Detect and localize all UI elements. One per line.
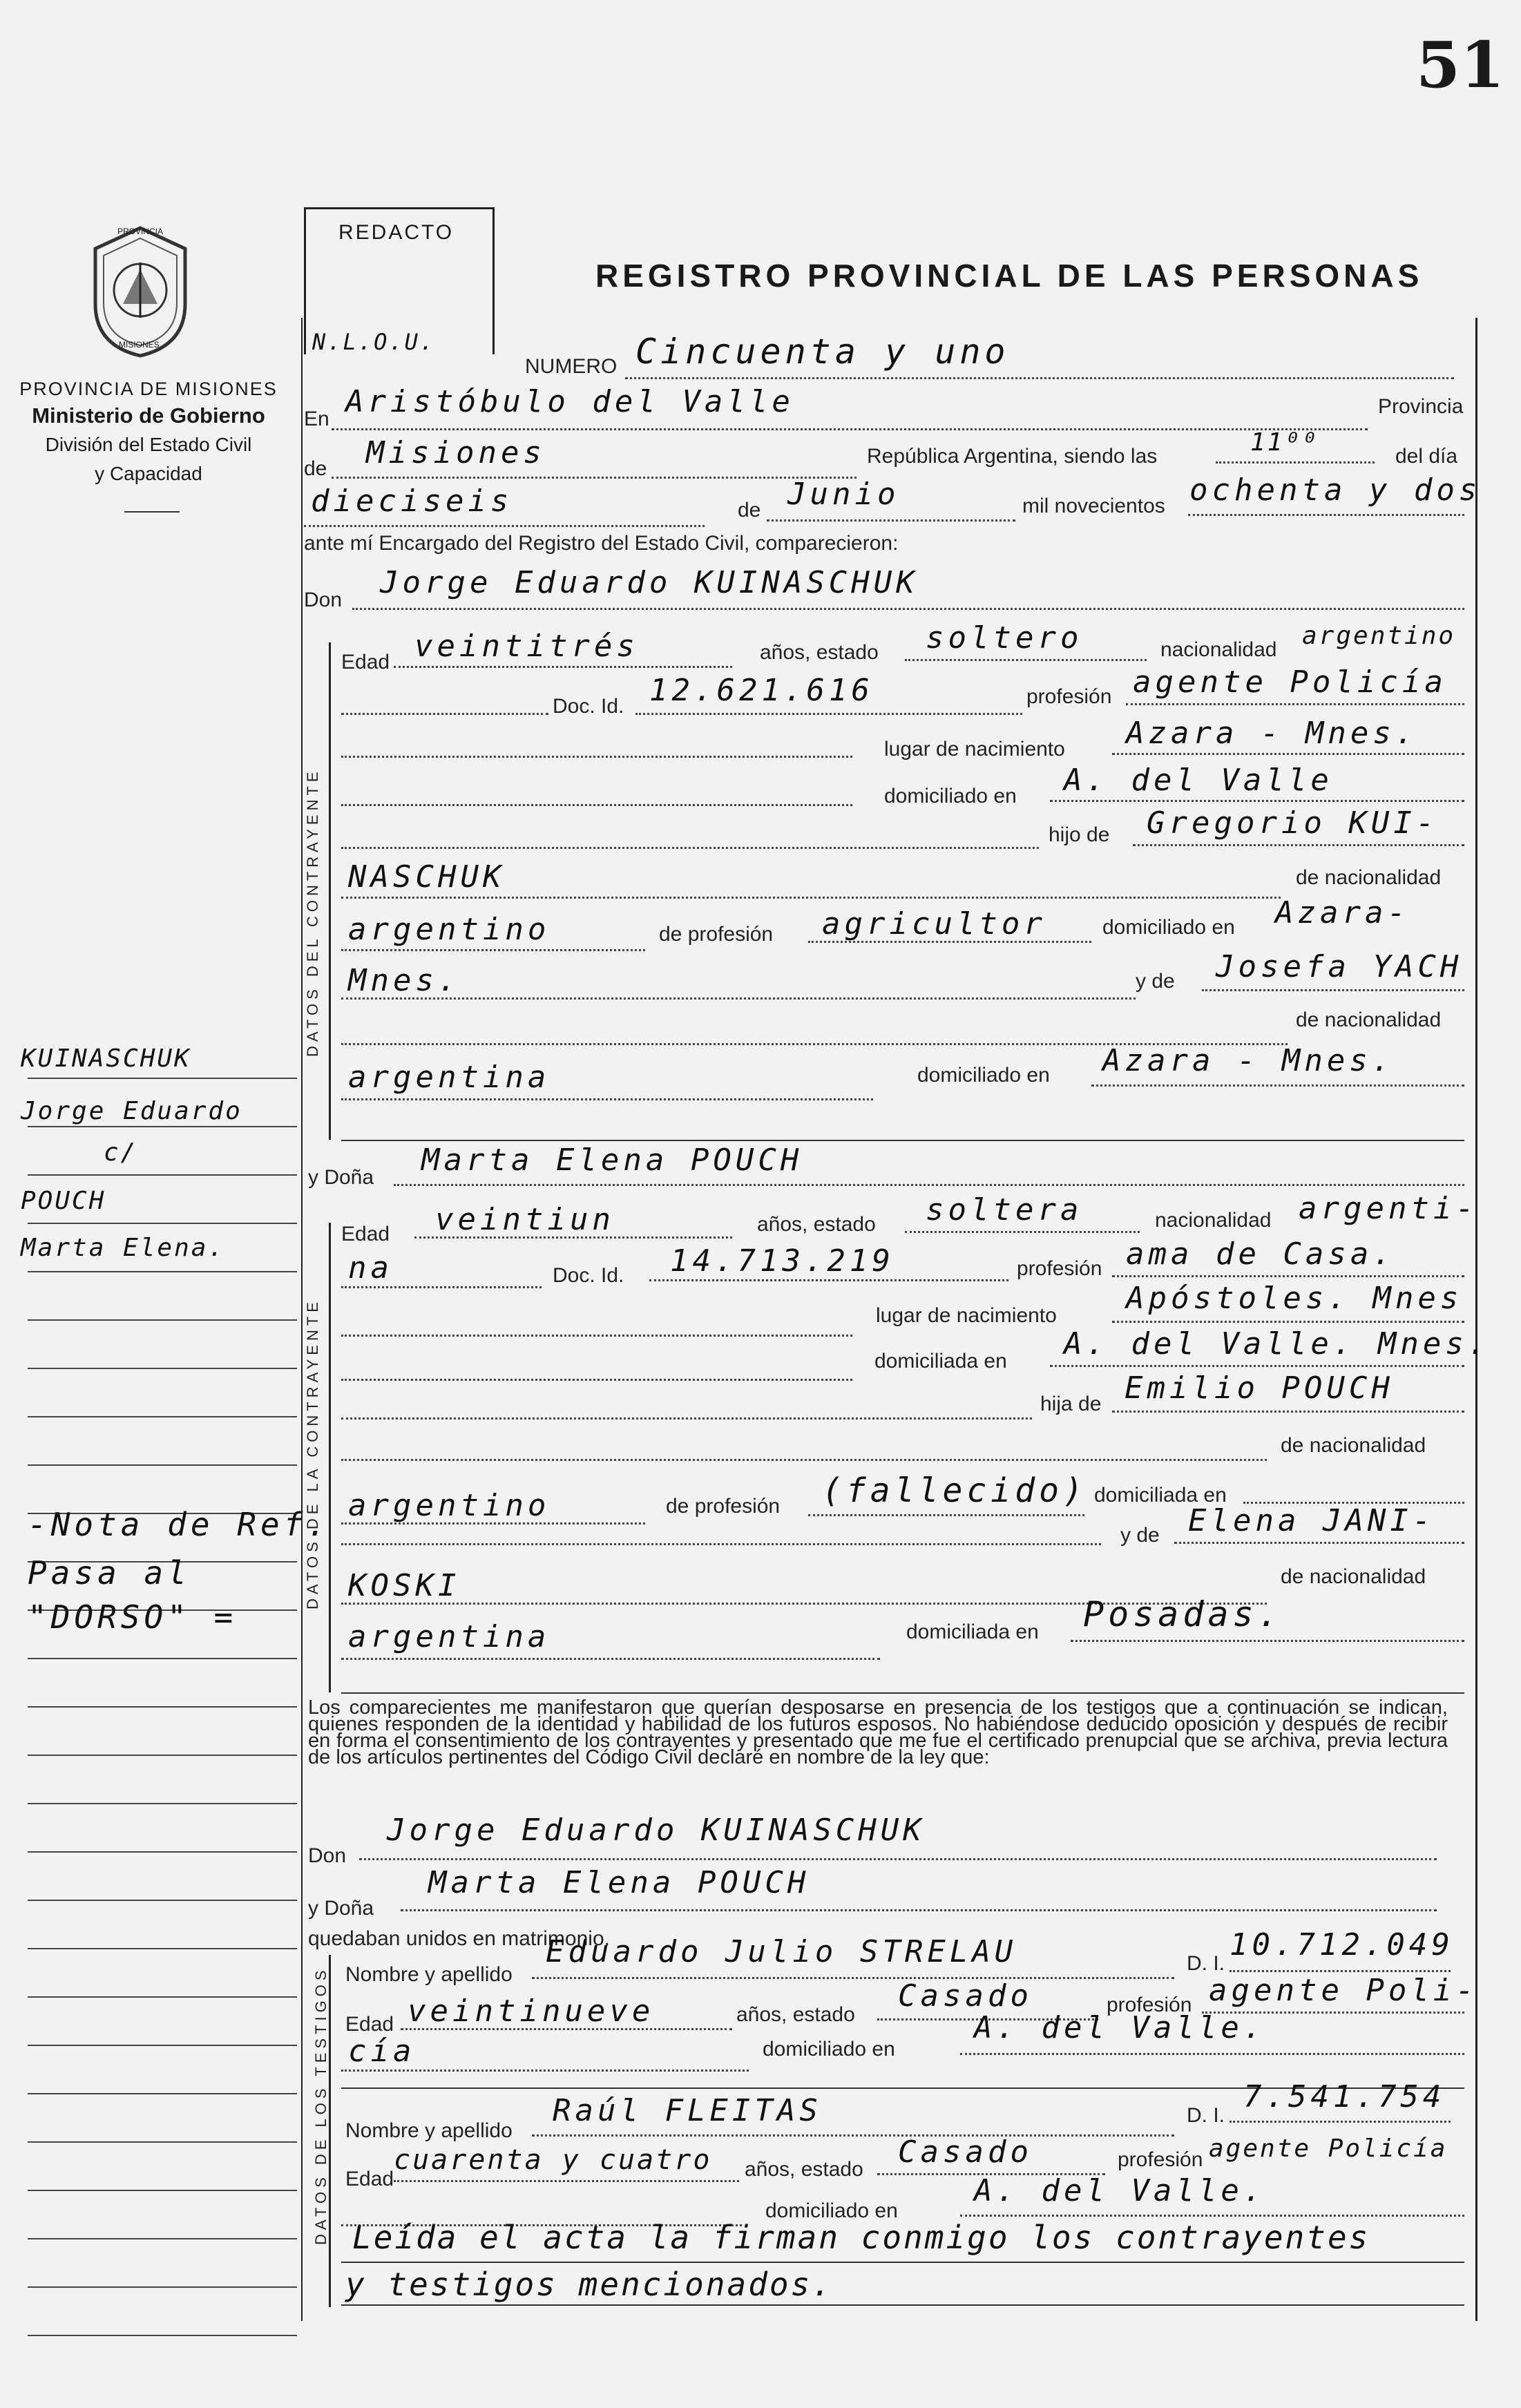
c1-padre-nac-dots	[341, 949, 645, 951]
t2-edad-dots	[394, 2180, 739, 2182]
sidebar-rule-line	[28, 1271, 297, 1272]
sidebar-rule-line	[28, 1078, 297, 1079]
hora-value: 11⁰⁰	[1250, 428, 1319, 457]
c1-padre-prof-label: de profesión	[659, 923, 774, 946]
c1-madre-nac-dots	[341, 1098, 873, 1100]
sidebar-rule-line	[28, 1900, 297, 1901]
t2-anos-label: años, estado	[745, 2158, 863, 2181]
margin-note-name: Jorge Eduardo	[21, 1097, 242, 1125]
c2-edad-value: veintiun	[435, 1202, 615, 1237]
decl-don-value: Jorge Eduardo KUINASCHUK	[387, 1813, 926, 1848]
t2-estado-value: Casado	[898, 2134, 1033, 2170]
sidebar-rule-line	[28, 1223, 297, 1224]
c2-padre-prof-label: de profesión	[666, 1495, 781, 1518]
decl-dona-label: y Doña	[308, 1897, 374, 1920]
t1-anos-label: años, estado	[736, 2003, 855, 2026]
c2-padre-nac-value: argentino	[348, 1488, 551, 1523]
c2-madre-value-a: Elena JANI-	[1188, 1503, 1435, 1538]
c1-section-label: DATOS DEL CONTRAYENTE	[304, 767, 321, 1057]
c2-lugar-lead	[341, 1335, 852, 1337]
decl-don-label: Don	[308, 1844, 347, 1867]
c2-dom-value: A. del Valle. Mnes.	[1064, 1326, 1491, 1361]
sidebar-rule-line	[28, 1948, 297, 1949]
sidebar-rule-line	[28, 1996, 297, 1998]
t1-dom-label: domiciliado en	[763, 2038, 895, 2061]
sidebar-rule-line	[28, 1464, 297, 1466]
c2-prof-dots	[1112, 1275, 1464, 1277]
t1-prof-value-a: agente Poli-	[1209, 1973, 1478, 2008]
t1-nombre-label: Nombre y apellido	[345, 1963, 513, 1986]
margin-note-conj: c/	[104, 1138, 138, 1167]
t1-di-value: 10.712.049	[1230, 1927, 1454, 1962]
c2-hija-lead	[341, 1417, 1032, 1420]
closing-line-1: Leída el acta la firman conmigo los contrayentes	[352, 2219, 1370, 2256]
c2-prof-label: profesión	[1017, 1257, 1102, 1280]
c2-dom-lead	[341, 1379, 852, 1381]
hora-dots	[1216, 461, 1375, 464]
c2-lugar-dots	[1112, 1321, 1464, 1323]
c1-edad-dots	[394, 666, 732, 668]
c1-madre-dom-label: domiciliado en	[917, 1064, 1050, 1087]
sidebar-rule-line	[28, 2238, 297, 2239]
sidebar-rule-line	[28, 2335, 297, 2336]
c1-doc-dots	[635, 713, 1022, 715]
c1-close-line	[341, 1140, 1464, 1141]
en-label: En	[304, 408, 329, 430]
decl-quedaban: quedaban unidos en matrimonio.	[308, 1927, 610, 1950]
page-number: 51	[1416, 28, 1505, 102]
dia-value: dieciseis	[311, 484, 513, 519]
t1-prof-dots-b	[341, 2070, 749, 2072]
c1-lugar-lead	[341, 756, 852, 758]
c1-doc-lead	[341, 713, 548, 715]
page-title: REGISTRO PROVINCIAL DE LAS PERSONAS	[595, 258, 1424, 294]
sidebar-division-1: División del Estado Civil	[45, 434, 252, 455]
c2-y-de-lead	[341, 1543, 1101, 1545]
c2-padre-nac-dots	[341, 1522, 645, 1525]
c1-padre-dots-a	[1133, 844, 1464, 846]
sidebar-rule-line	[28, 2141, 297, 2143]
t1-dom-value: A. del Valle.	[974, 2010, 1266, 2045]
c1-padre-nac-value: argentino	[348, 912, 551, 947]
c1-padre-dom-dots-b	[341, 997, 1136, 1000]
c1-dom-dots	[1050, 800, 1464, 802]
sidebar-rule-line	[28, 1126, 297, 1127]
redacto-label: REDACTO	[338, 221, 455, 244]
sidebar-province: PROVINCIA DE MISIONES	[19, 379, 278, 399]
c1-padre-dots-b	[341, 897, 1281, 899]
c1-madre-value: Josefa YACH	[1216, 949, 1463, 984]
c2-estado-dots	[905, 1231, 1140, 1233]
de-dots	[332, 477, 857, 479]
c1-bracket	[329, 642, 331, 1140]
margin-note-surname-2: POUCH	[21, 1187, 106, 1215]
c1-prof-value: agente Policía	[1133, 665, 1447, 700]
c2-padre-dom-label: domiciliada en	[1094, 1484, 1227, 1507]
sidebar-rule-line	[28, 1803, 297, 1804]
t1-nombre-dots	[532, 1977, 1174, 1979]
sidebar-rule-line	[28, 1706, 297, 1708]
c1-doc-value: 12.621.616	[649, 673, 874, 708]
sidebar-rule-line	[28, 2093, 297, 2094]
c2-madre-value-b: KOSKI	[348, 1568, 461, 1603]
don-value: Jorge Eduardo KUINASCHUK	[380, 565, 919, 600]
en-dots	[332, 428, 1368, 430]
t1-dom-dots	[960, 2053, 1464, 2055]
c2-madre-nac-dots	[341, 1658, 880, 1660]
t1-edad-label: Edad	[345, 2013, 394, 2036]
main-right-border	[1475, 318, 1477, 2321]
c1-anos-label: años, estado	[760, 641, 879, 664]
c1-padre-prof-value: agricultor	[822, 906, 1046, 942]
c2-padre-value: Emilio POUCH	[1125, 1370, 1394, 1406]
c1-edad-label: Edad	[341, 651, 390, 673]
c1-padre-prof-dots	[808, 941, 1091, 943]
c2-edad-dots	[414, 1236, 732, 1239]
c2-doc-dots	[649, 1279, 1008, 1281]
c1-padre-nac-label: de nacionalidad	[1296, 866, 1442, 889]
sidebar-rule-line	[28, 1368, 297, 1369]
c1-doc-label: Doc. Id.	[553, 695, 624, 718]
mil-label: mil novecientos	[1022, 495, 1165, 517]
decl-dona-value: Marta Elena POUCH	[428, 1865, 810, 1900]
c1-prof-dots	[1126, 703, 1464, 705]
t1-nombre-value: Eduardo Julio STRELAU	[546, 1934, 1017, 1969]
ante-label: ante mí Encargado del Registro del Estado Civil, comparecieron:	[304, 532, 899, 555]
c2-padre-prof-dots	[808, 1514, 1084, 1516]
c2-padre-prof-value: (fallecido)	[822, 1471, 1087, 1510]
sidebar-rule-line	[28, 2190, 297, 2191]
de-label: de	[304, 457, 327, 480]
t1-edad-dots	[401, 2028, 732, 2030]
t1-estado-value: Casado	[898, 1978, 1033, 2014]
c2-bracket	[329, 1223, 331, 1692]
c1-dom-lead	[341, 804, 852, 806]
t2-nombre-value: Raúl FLEITAS	[553, 2093, 822, 2128]
provincia-label: Provincia	[1378, 395, 1464, 418]
c2-doc-label: Doc. Id.	[553, 1264, 624, 1287]
c2-nac-value-b: na	[348, 1250, 393, 1286]
c1-madre-nac-label: de nacionalidad	[1296, 1009, 1442, 1031]
t2-di-label: D. I.	[1187, 2104, 1225, 2127]
sidebar-rule-line	[28, 1658, 297, 1659]
c2-anos-label: años, estado	[757, 1213, 876, 1236]
t1-di-dots	[1230, 1970, 1451, 1972]
c1-padre-dom-label: domiciliado en	[1102, 916, 1235, 939]
province-seal-icon	[82, 221, 199, 359]
c2-dom-label: domiciliada en	[874, 1350, 1007, 1373]
c2-dom-dots	[1050, 1365, 1464, 1367]
testigos-section-label: DATOS DE LOS TESTIGOS	[312, 1966, 329, 2245]
numero-dots	[625, 377, 1454, 379]
c1-lugar-dots	[1112, 753, 1464, 755]
nota-line-3: "DORSO" =	[28, 1598, 238, 1636]
c2-madre-dots-a	[1174, 1542, 1464, 1544]
c2-nac-value-a: argenti-	[1299, 1191, 1478, 1226]
c1-padre-value-b: NASCHUK	[348, 859, 506, 895]
t2-prof-value: agente Policía	[1209, 2134, 1448, 2163]
dia-dots	[304, 525, 705, 527]
c2-padre-dots	[1112, 1411, 1464, 1413]
c2-close-line	[341, 1692, 1464, 1694]
c2-section-label: DATOS DE LA CONTRAYENTE	[304, 1298, 321, 1609]
nota-line-1: -Nota de Ref.	[28, 1506, 331, 1543]
margin-note-name-2: Marta Elena.	[21, 1234, 226, 1262]
c1-dom-label: domiciliado en	[884, 785, 1017, 808]
don-label: Don	[304, 589, 343, 611]
c2-madre-dom-dots	[1071, 1640, 1464, 1642]
c2-estado-value: soltera	[926, 1192, 1083, 1227]
c1-nac-value: argentino	[1302, 622, 1456, 650]
seal-text-top: PROVINCIA	[117, 227, 164, 236]
redacto-code: N.L.O.U.	[312, 329, 436, 355]
sidebar-rule-line	[28, 2286, 297, 2288]
sidebar-ministry: Ministerio de Gobierno	[32, 403, 265, 428]
don-dots	[352, 608, 1464, 610]
republica-label: República Argentina, siendo las	[867, 445, 1158, 468]
t2-prof-label: profesión	[1118, 2148, 1203, 2171]
del-dia-label: del día	[1395, 445, 1458, 468]
t1-prof-label: profesión	[1107, 1994, 1192, 2016]
c2-nac-label: nacionalidad	[1155, 1209, 1272, 1232]
t2-di-dots	[1230, 2121, 1451, 2123]
t2-dom-dots	[960, 2215, 1464, 2217]
c2-padre-nac-label: de nacionalidad	[1281, 1434, 1426, 1457]
c1-madre-dots	[1202, 989, 1464, 991]
c1-hijo-label: hijo de	[1049, 823, 1110, 846]
dona-value: Marta Elena POUCH	[421, 1143, 803, 1178]
c2-y-de-label: y de	[1120, 1524, 1160, 1547]
de2-label: de	[738, 499, 761, 522]
sidebar-rule	[124, 511, 180, 513]
sidebar-rule-line	[28, 1755, 297, 1756]
c1-madre-nac-value: argentina	[348, 1060, 551, 1095]
c1-y-de-label: y de	[1136, 970, 1175, 993]
c2-hija-label: hija de	[1040, 1393, 1102, 1415]
closing-line-2-rule	[341, 2304, 1464, 2306]
dona-label: y Doña	[308, 1166, 374, 1189]
c2-madre-nac-value: argentina	[348, 1619, 551, 1654]
closing-line-1-rule	[341, 2262, 1464, 2263]
c2-edad-label: Edad	[341, 1223, 390, 1245]
c1-lugar-label: lugar de nacimiento	[884, 738, 1065, 761]
c1-estado-dots	[905, 659, 1147, 661]
en-value: Aristóbulo del Valle	[345, 384, 794, 419]
anio-dots	[1188, 514, 1464, 516]
t2-nombre-label: Nombre y apellido	[345, 2119, 513, 2142]
c1-padre-dom-value-b: Mnes.	[348, 963, 461, 998]
c1-madre-dom-dots	[1091, 1084, 1464, 1087]
c2-padre-nac-lead	[341, 1459, 1267, 1461]
t1-edad-value: veintinueve	[408, 1994, 655, 2029]
nota-line-2: Pasa al	[28, 1554, 191, 1592]
c1-padre-value-a: Gregorio KUI-	[1147, 805, 1439, 841]
decl-don-dots	[359, 1858, 1437, 1860]
sidebar-rule-line	[28, 1851, 297, 1853]
t2-nombre-dots	[532, 2134, 1174, 2137]
t2-di-value: 7.541.754	[1243, 2079, 1446, 2114]
c2-doc-lead	[341, 1286, 542, 1288]
t1-di-label: D. I.	[1187, 1952, 1225, 1975]
t2-edad-value: cuarenta y cuatro	[394, 2144, 712, 2176]
sidebar-rule-line	[28, 1416, 297, 1417]
anio-value: ochenta y dos	[1189, 472, 1482, 508]
c2-madre-dom-value: Posadas.	[1083, 1594, 1283, 1634]
t1-prof-value-b: cía	[348, 2034, 416, 2069]
c1-hijo-lead	[341, 847, 1039, 849]
c2-prof-value: ama de Casa.	[1126, 1236, 1395, 1272]
numero-value: Cincuenta y uno	[635, 332, 1010, 372]
c1-madre-dom-value: Azara - Mnes.	[1102, 1043, 1395, 1078]
c1-lugar-value: Azara - Mnes.	[1126, 716, 1418, 751]
c1-padre-dom-value-a: Azara-	[1275, 895, 1410, 930]
declaration-paragraph: Los comparecientes me manifestaron que querían desposarse en presencia de los testigos que a continuación se indican, quienes responden de la identidad y habilidad de los futuros esposos. No habiéndose deducido oposición y después de recibir en forma el consentimiento de los contrayentes y presentado que me fue el certificado prenupcial que se archiva, previa lectura de los artículos pertinentes del Código Civil declaré en nombre de la ley que:	[308, 1697, 1448, 1768]
de-value: Misiones	[366, 435, 546, 470]
c1-nac-label: nacionalidad	[1160, 638, 1277, 661]
numero-label: NUMERO	[525, 355, 618, 378]
c2-madre-dom-label: domiciliada en	[906, 1621, 1039, 1643]
mes-value: Junio	[787, 477, 900, 512]
mes-dots	[767, 519, 1015, 522]
c1-estado-value: soltero	[926, 620, 1083, 656]
main-left-border	[301, 318, 303, 2321]
sidebar-division-2: y Capacidad	[95, 463, 202, 484]
seal-text-bottom: MISIONES	[119, 340, 160, 350]
dona-dots	[394, 1184, 1464, 1186]
c2-lugar-value: Apóstoles. Mnes	[1126, 1281, 1463, 1316]
c2-lugar-label: lugar de nacimiento	[876, 1304, 1057, 1327]
c2-madre-nac-label: de nacionalidad	[1281, 1565, 1426, 1588]
t2-edad-label: Edad	[345, 2168, 394, 2190]
t2-dom-value: A. del Valle.	[974, 2173, 1266, 2208]
c1-edad-value: veintitrés	[414, 629, 639, 664]
t2-dom-label: domiciliado en	[765, 2199, 898, 2222]
c1-prof-label: profesión	[1026, 685, 1112, 708]
margin-note-surname: KUINASCHUK	[21, 1044, 191, 1073]
c2-doc-value: 14.713.219	[670, 1243, 895, 1279]
closing-line-2: y testigos mencionados.	[345, 2266, 833, 2303]
sidebar-rule-line	[28, 1319, 297, 1321]
sidebar-rule-line	[28, 1174, 297, 1176]
decl-dona-dots	[401, 1909, 1437, 1911]
c1-dom-value: A. del Valle	[1064, 763, 1333, 798]
sidebar-rule-line	[28, 2045, 297, 2046]
